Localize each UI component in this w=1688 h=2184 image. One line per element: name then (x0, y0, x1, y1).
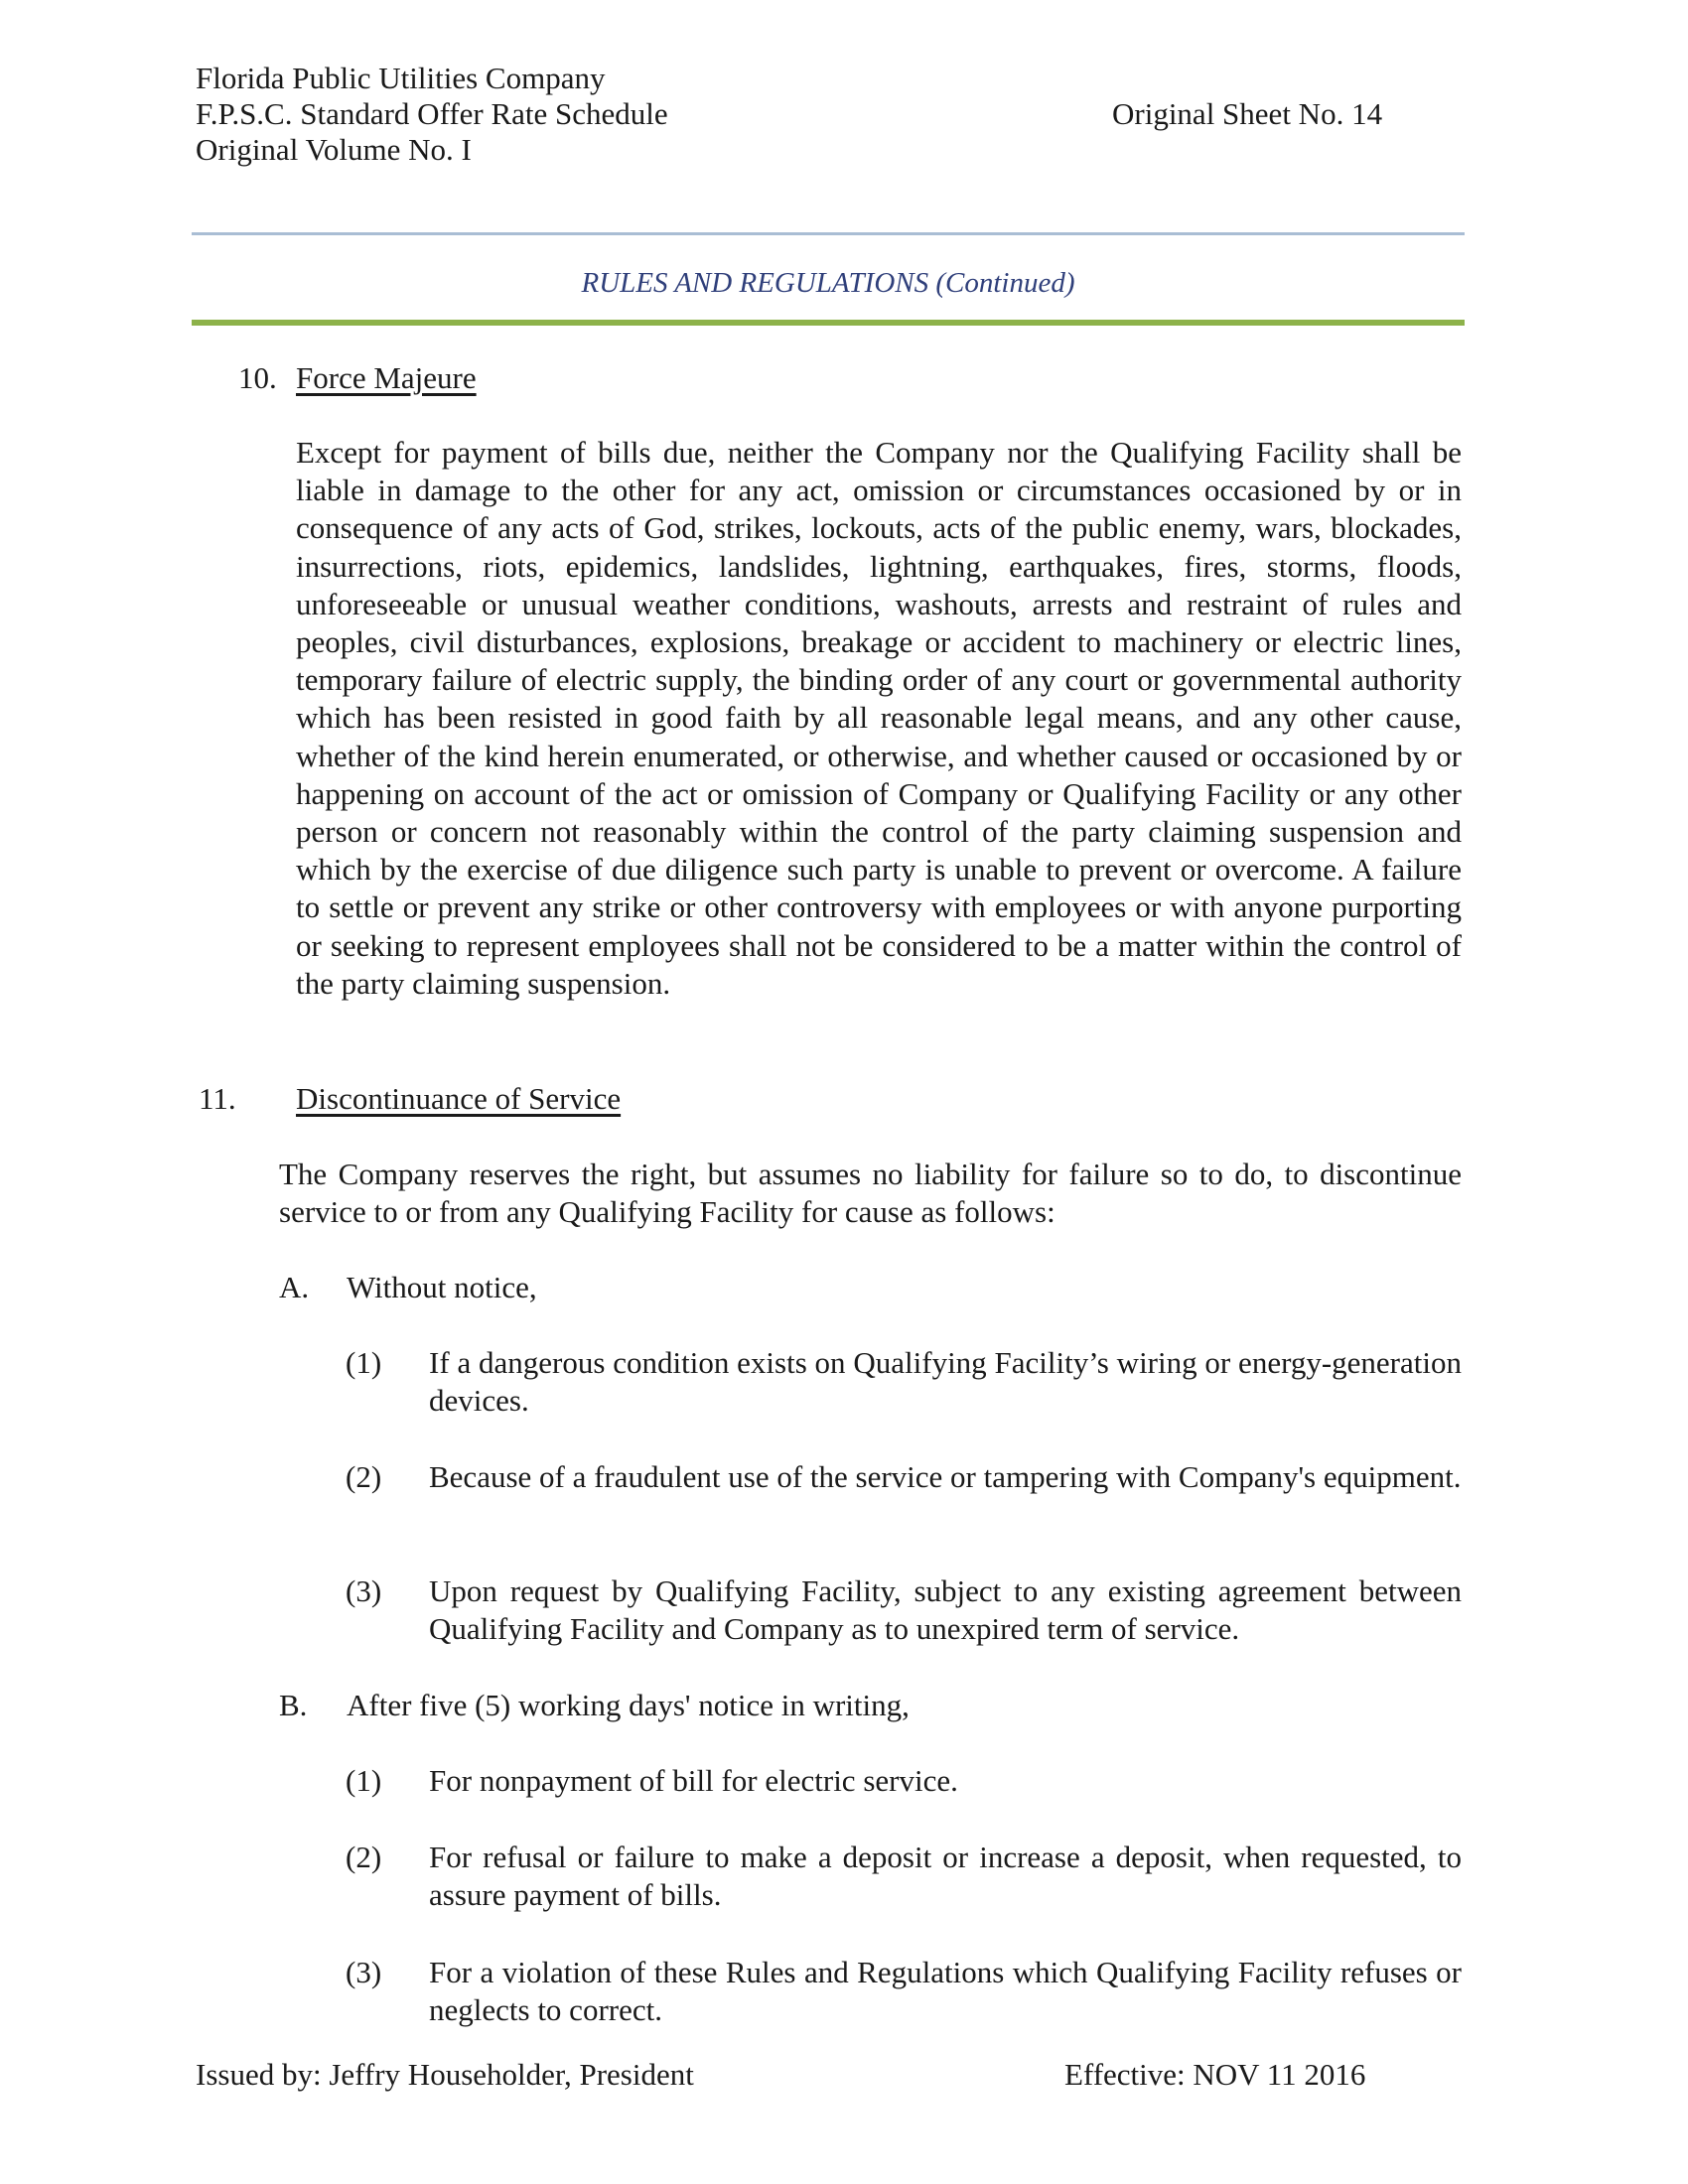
issued-by: Issued by: Jeffry Householder, President (196, 2057, 694, 2092)
list-item: Because of a fraudulent use of the service or tampering with Company's equipment. (429, 1459, 1462, 1494)
subsection-heading: After five (5) working days' notice in writing, (347, 1688, 910, 1722)
list-item: For refusal or failure to make a deposit or increase a deposit, when requested, to assure payment of bills. (429, 1840, 1462, 1912)
section-body-force-majeure: Except for payment of bills due, neither the Company nor the Qualifying Facility shall be liable in damage to the other for any act, omission or circumstances occasioned by or in consequence of any acts of God, strikes, lockouts, acts of the public enemy, wars, blockades, insurrections, riots, epidemics, landslides, lightning, earthquakes, fires, storms, floods, unforeseeable or unusual weather conditions, washouts, arrests and restraint of rules and peoples, civil disturbances, explosions, breakage or accident to machinery or electric lines, temporary failure of electric supply, the binding order of any court or governmental authority which has been resisted in good faith by all reasonable legal means, and any other cause, whether of the kind herein enumerated, or otherwise, and whether caused or occasioned by or happening on account of the act or omission of Company or Qualifying Facility or any other person or concern not reasonably within the control of the party claiming suspension and which by the exercise of due diligence such party is unable to prevent or overcome. A failure to settle or prevent any strike or other controversy with employees or with anyone purporting or seeking to represent employees shall not be considered to be a matter within the control of the party claiming suspension. (296, 435, 1462, 1001)
section-title-discontinuance: Discontinuance of Service (296, 1081, 622, 1116)
volume-number: Original Volume No. I (196, 132, 472, 167)
section-title-force-majeure: Force Majeure (296, 360, 477, 395)
subsection-letter: B. (279, 1688, 308, 1722)
item-number: (2) (346, 1459, 382, 1494)
list-item: Upon request by Qualifying Facility, subject to any existing agreement between Qualifying Facility and Company as to unexpired term of service. (429, 1573, 1462, 1646)
list-item: If a dangerous condition exists on Qualifying Facility’s wiring or energy-generation devices. (429, 1345, 1462, 1418)
header-divider-bottom (192, 320, 1465, 326)
item-number: (1) (346, 1345, 382, 1380)
item-number: (1) (346, 1763, 382, 1798)
company-name: Florida Public Utilities Company (196, 61, 606, 95)
list-item: For a violation of these Rules and Regulations which Qualifying Facility refuses or neglects to correct. (429, 1955, 1462, 2027)
rate-schedule: F.P.S.C. Standard Offer Rate Schedule (196, 96, 668, 131)
subsection-letter: A. (279, 1270, 310, 1304)
item-number: (3) (346, 1573, 382, 1608)
section-banner: RULES AND REGULATIONS (Continued) (581, 267, 1075, 299)
section-number: 11. (199, 1081, 236, 1116)
section-number: 10. (238, 360, 277, 395)
item-number: (3) (346, 1955, 382, 1989)
list-item: For nonpayment of bill for electric service. (429, 1763, 958, 1798)
effective-date: Effective: NOV 11 2016 (1064, 2057, 1366, 2092)
header-divider-top (192, 232, 1465, 235)
item-number: (2) (346, 1840, 382, 1874)
subsection-heading: Without notice, (347, 1270, 537, 1304)
section-body-discontinuance: The Company reserves the right, but assumes no liability for failure so to do, to discontinue service to or from any Qualifying Facility for cause as follows: (279, 1157, 1462, 1229)
sheet-number: Original Sheet No. 14 (1112, 96, 1383, 131)
